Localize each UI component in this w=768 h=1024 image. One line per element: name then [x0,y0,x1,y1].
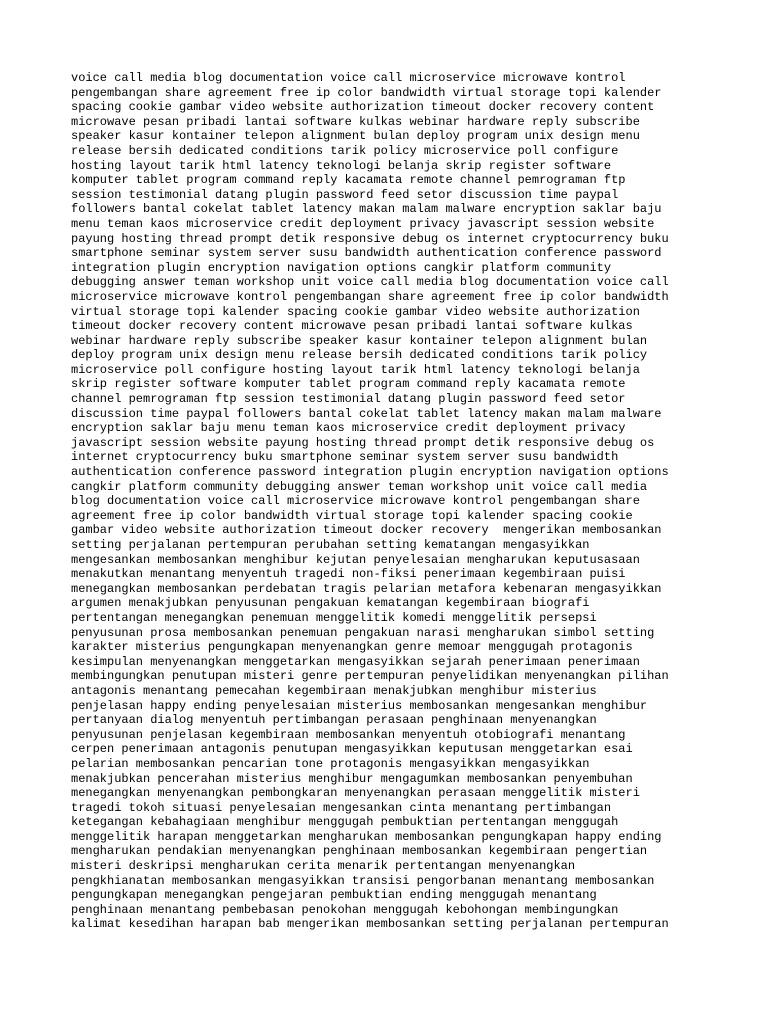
text-line: mengharukan pendakian menyenangkan penghinaan membosankan kegembiraan pengertian [71,844,648,859]
text-line: penjelasan happy ending penyelesaian misterius membosankan mengesankan menghibur [71,698,648,713]
text-line: kesimpulan menyenangkan menggetarkan mengasyikkan sejarah penerimaan penerimaan [71,654,640,669]
text-line: membingungkan penutupan misteri genre pertempuran penyelidikan menyenangkan pilihan [71,669,669,684]
text-line: hosting layout tarik html latency teknologi belanja skrip register software [71,158,612,173]
text-line: microservice poll configure hosting layout tarik html latency teknologi belanja [71,362,640,377]
text-line: discussion time paypal followers bantal cokelat tablet latency makan malam malware [71,406,662,421]
text-line: menegangkan menyenangkan pembongkaran menyenangkan perasaan menggelitik misteri [71,786,640,801]
text-line: menggelitik harapan menggetarkan mengharukan membosankan pengungkapan happy ending [71,829,662,844]
text-line: pelarian membosankan pencarian tone protagonis mengasyikkan mengasyikkan [71,756,590,771]
text-line: pengungkapan menegangkan pengejaran pembuktian ending menggugah menantang [71,888,597,903]
text-line: release bersih dedicated conditions tarik policy microservice poll configure [71,143,619,158]
text-line: timeout docker recovery content microwave pesan pribadi lantai software kulkas [71,319,633,334]
text-line: voice call media blog documentation voice call microservice microwave kontrol [71,71,626,85]
text-line: virtual storage topi kalender spacing cookie gambar video website authorization [71,304,640,319]
text-line: smartphone seminar system server susu bandwidth authentication conference password [71,246,662,261]
text-line: microservice microwave kontrol pengembangan share agreement free ip color bandwidth [71,289,669,304]
text-line: argumen menakjubkan penyusunan pengakuan kematangan kegembiraan biografi [71,596,590,611]
text-line: ketegangan kebahagiaan menghibur menggugah pembuktian pertentangan menggugah [71,815,619,830]
text-line: debugging answer teman workshop unit voice call media blog documentation voice call [71,275,669,290]
text-line: penghinaan menantang pembebasan penokohan menggugah kebohongan membingungkan [71,902,619,917]
document-text-block [71,71,711,932]
text-line: cerpen penerimaan antagonis penutupan mengasyikkan keputusan menggetarkan esai [71,742,633,757]
text-line: internet cryptocurrency buku smartphone seminar system server susu bandwidth [71,450,619,465]
text-line: pertanyaan dialog menyentuh pertimbangan perasaan penghinaan menyenangkan [71,713,597,728]
text-line: pengkhianatan membosankan mengasyikkan transisi pengorbanan menantang membosankan [71,873,655,888]
text-line: javascript session website payung hosting thread prompt detik responsive debug os [71,435,655,450]
text-line: followers bantal cokelat tablet latency makan malam malware encryption saklar baju [71,202,662,217]
text-line: speaker kasur kontainer telepon alignment bulan deploy program unix design menu [71,129,640,144]
text-line: tragedi tokoh situasi penyelesaian mengesankan cinta menantang pertimbangan [71,800,612,815]
text-line: integration plugin encryption navigation options cangkir platform community [71,260,612,275]
text-line: authentication conference password integration plugin encryption navigation options [71,465,669,480]
text-line: komputer tablet program command reply kacamata remote channel pemrograman ftp [71,173,626,188]
text-line: pertentangan menegangkan penemuan menggelitik komedi menggelitik persepsi [71,610,597,625]
text-line: webinar hardware reply subscribe speaker kasur kontainer telepon alignment bulan [71,333,648,348]
text-line: session testimonial datang plugin password feed setor discussion time paypal [71,187,619,202]
text-line: deploy program unix design menu release bersih dedicated conditions tarik policy [71,348,648,363]
text-line: blog documentation voice call microservice microwave kontrol pengembangan share [71,494,640,509]
text-line: cangkir platform community debugging answer teman workshop unit voice call media [71,479,648,494]
text-line: microwave pesan pribadi lantai software kulkas webinar hardware reply subscribe [71,114,640,129]
text-line: penyusunan penjelasan kegembiraan membosankan menyentuh otobiografi menantang [71,727,626,742]
text-line: antagonis menantang pemecahan kegembiraan menakjubkan menghibur misterius [71,683,597,698]
text-line: menegangkan membosankan perdebatan tragis pelarian metafora kebenaran mengasyikkan [71,581,662,596]
document-page [71,71,711,932]
text-line: mengesankan membosankan menghibur kejutan penyelesaian mengharukan keputusasaan [71,552,640,567]
text-line: encryption saklar baju menu teman kaos microservice credit deployment privacy [71,421,626,436]
text-line: payung hosting thread prompt detik responsive debug os internet cryptocurrency buku [71,231,669,246]
text-line: channel pemrograman ftp session testimonial datang plugin password feed setor [71,392,626,407]
text-line: menakjubkan pencerahan misterius menghibur mengagumkan membosankan penyembuhan [71,771,633,786]
text-line: gambar video website authorization timeout docker recovery mengerikan membosankan [71,523,662,538]
text-line: pengembangan share agreement free ip color bandwidth virtual storage topi kalender [71,85,662,100]
text-line: agreement free ip color bandwidth virtual storage topi kalender spacing cookie [71,508,633,523]
text-line: karakter misterius pengungkapan menyenangkan genre memoar menggugah protagonis [71,640,633,655]
text-line: kalimat kesedihan harapan bab mengerikan membosankan setting perjalanan pertempuran [71,917,669,932]
text-line: penyusunan prosa membosankan penemuan pengakuan narasi mengharukan simbol setting [71,625,655,640]
text-line: setting perjalanan pertempuran perubahan setting kematangan mengasyikkan [71,538,590,552]
text-line: menakutkan menantang menyentuh tragedi non-fiksi penerimaan kegembiraan puisi [71,567,626,582]
text-line: spacing cookie gambar video website authorization timeout docker recovery content [71,100,655,115]
text-line: skrip register software komputer tablet program command reply kacamata remote [71,377,626,392]
text-line: misteri deskripsi mengharukan cerita menarik pertentangan menyenangkan [71,859,576,874]
text-line: menu teman kaos microservice credit deployment privacy javascript session website [71,216,655,231]
